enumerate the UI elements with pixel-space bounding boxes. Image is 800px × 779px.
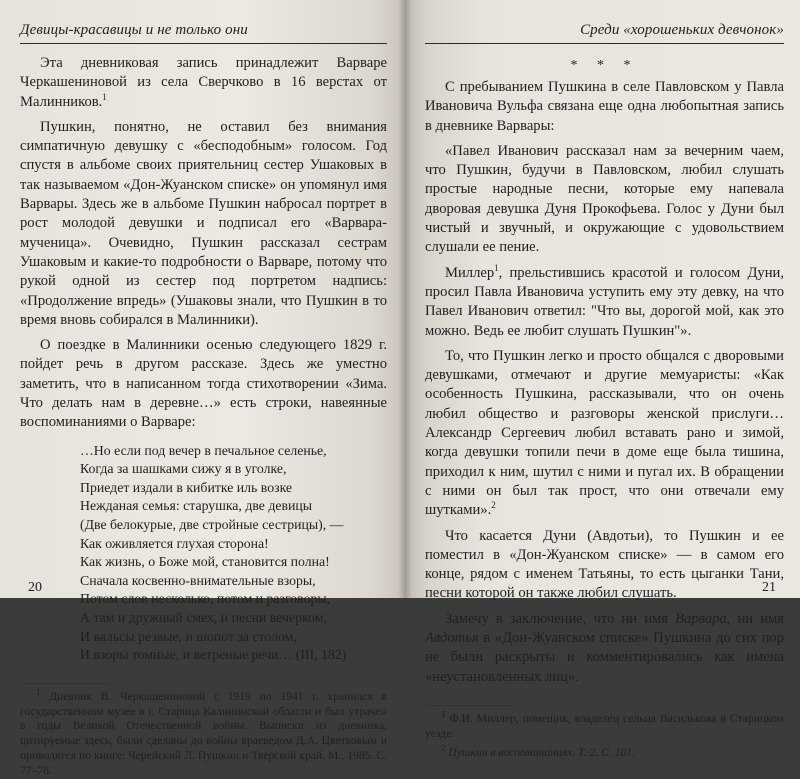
- poem-line: Как жизнь, о Боже мой, становится полна!: [80, 554, 330, 570]
- left-paragraph-3: О поездке в Малинники осенью следующего 1829 г. пойдет речь в другом рассказе. Здесь же уместно заметить, что в написанном тогда стихотворении «Зима. Что делать нам в деревне…» есть строки, навеянные воспоминаниями о Варваре:: [20, 337, 387, 431]
- page-number-left: 20: [28, 580, 42, 595]
- poem-line: Приедет издали в кибитке иль возке: [80, 479, 293, 495]
- right-page: [405, 0, 800, 759]
- left-running-head: Девицы-красавицы и не только они: [20, 8, 387, 44]
- footnote-number: 1: [441, 709, 446, 720]
- poem-line: Сначала косвенно-внимательные взоры,: [80, 572, 316, 588]
- poem-line: Нежданая семья: старушка, две девицы: [80, 498, 313, 514]
- poem-line: …Но если под вечер в печальное селенье,: [80, 442, 327, 458]
- poem-line: Когда за шашками сижу я в уголке,: [80, 461, 287, 477]
- footnote-mark: 2: [491, 500, 496, 511]
- footnote-mark: 1: [102, 91, 107, 102]
- section-break: * * *: [570, 58, 639, 73]
- diary-quote-1: «Павел Иванович рассказал нам за вечерним чаем, что Пушкин, будучи в Павловском, любил слушать простые народные песни, которые ему напевала дворовая девушка Дуня Прокофьева. Голос у Дуни был чистый и звучный, и окружающие с удовольствием слушали ее пение.: [425, 142, 784, 256]
- footnote-number: 1: [36, 686, 41, 697]
- memoirists-paragraph: То, что Пушкин легко и просто общался с дворовыми девушками, отмечают и другие мемуаристы: «Как особенность Пушкина, рассказывали, что он очень любил общество и разговоры женской прислуги… Александр Сергеевич любил вставать рано и зимой, когда девушки топили печи в доме еще была тишина, приходил к ним, шутил с ними и пугал их. В обращении с ними он был так прост, что они отвечали ему шутками».$^2$: [425, 347, 784, 519]
- footnote-divider: [425, 705, 515, 706]
- footnote-number: 2: [441, 742, 446, 753]
- right-footnotes: [425, 709, 784, 760]
- poem-line: Как оживляется глухая сторона!: [80, 535, 269, 551]
- dunya-paragraph: Что касается Дуни (Авдотьи), то Пушкин и ее поместил в «Дон-Жуанском списке» — в самом его конце, рядом с именем Татьяны, то есть цыганки Тани, песни которой он также любил слушать.: [425, 527, 784, 602]
- poem-excerpt: [80, 442, 387, 665]
- final-paragraph: Замечу в заключение, что ни имя Варвара, ни имя Авдотья в «Дон-Жуанском списке» Пушкина до сих пор не были раскрыты и комментировались как имена «неустановленных лиц».: [425, 610, 784, 685]
- left-paragraph-1: Эта дневниковая запись принадлежит Варваре Черкашениновой из села Сверчково в 16 верстах от Малинников.$^1$: [20, 55, 387, 110]
- poem-line: И вальсы резвые, и шопот за столом,: [80, 628, 297, 644]
- left-body: [20, 54, 387, 433]
- poem-line: И взоры томные, и ветреные речи… (III, 182): [80, 647, 347, 663]
- page-number-right: 21: [762, 580, 776, 595]
- footnote-2: $^2$ Пушкин в воспоминаниях. Т. 2. С. 101.: [441, 742, 636, 759]
- poem-line: А там и дружный смех, и песни вечерком,: [80, 609, 327, 625]
- book-gutter: [398, 0, 412, 598]
- right-intro: С пребыванием Пушкина в селе Павловском у Павла Ивановича Вульфа связана еще одна любопытная запись в дневнике Варвары:: [425, 79, 784, 134]
- poem-line: (Две белокурые, две стройные сестрицы), —: [80, 517, 344, 533]
- footnote-1: $^1$ Ф.И. Миллер, помещик, владелец сельца Василькова в Старицком уезде.: [425, 709, 784, 740]
- footnote-1: $^1$ Дневник В. Черкашениновой с 1919 по 1941 г. хранился в государственном музее в г. Старица Калининской области и был утрачен в годы Великой Отечественной войны. Выписки из дневника, цитируемые здесь, были сделаны до войны краеведом Д.А. Цветковым и приводятся по книге: Черейский Л. Пушкин и Тверской край. М., 1985. С. 77–78.: [20, 686, 387, 777]
- footnote-mark: 1: [494, 262, 499, 273]
- poem-line: Потом слов несколько, потом и разговоры,: [80, 591, 331, 607]
- right-running-head: Среди «хорошеньких девчонок»: [425, 8, 784, 44]
- right-body: [425, 78, 784, 687]
- diary-quote-2: Миллер$^1$, прельстившись красотой и голосом Дуни, просил Павла Ивановича уступить ему эту девку, на что Павел Иванович ответил: "Что вы, дорогой мой, как это можно. Ведь ее любит слушать Пушкин"».: [425, 262, 784, 339]
- left-paragraph-2: Пушкин, понятно, не оставил без внимания симпатичную девушку с «бесподобным» голосом. Год спустя в альбоме своих приятельниц сестер Ушаковых в так называемом «Дон-Жуанском списке» он упомянул имя Варвары. Здесь же в альбоме Пушкин набросал портрет в рост молодой девушки и подписал его «Варвара-мученица». Очевидно, Пушкин рассказал сестрам Ушаковым и какие-то подробности о Варваре, потому что рукой одной из сестер под портретом надпись: «Продолжение впредь» (Ушаковы знали, что Пушкин в то время вновь собирался в Малинники).: [20, 118, 387, 328]
- left-footnotes: [20, 686, 387, 779]
- footnote-divider: [20, 683, 110, 684]
